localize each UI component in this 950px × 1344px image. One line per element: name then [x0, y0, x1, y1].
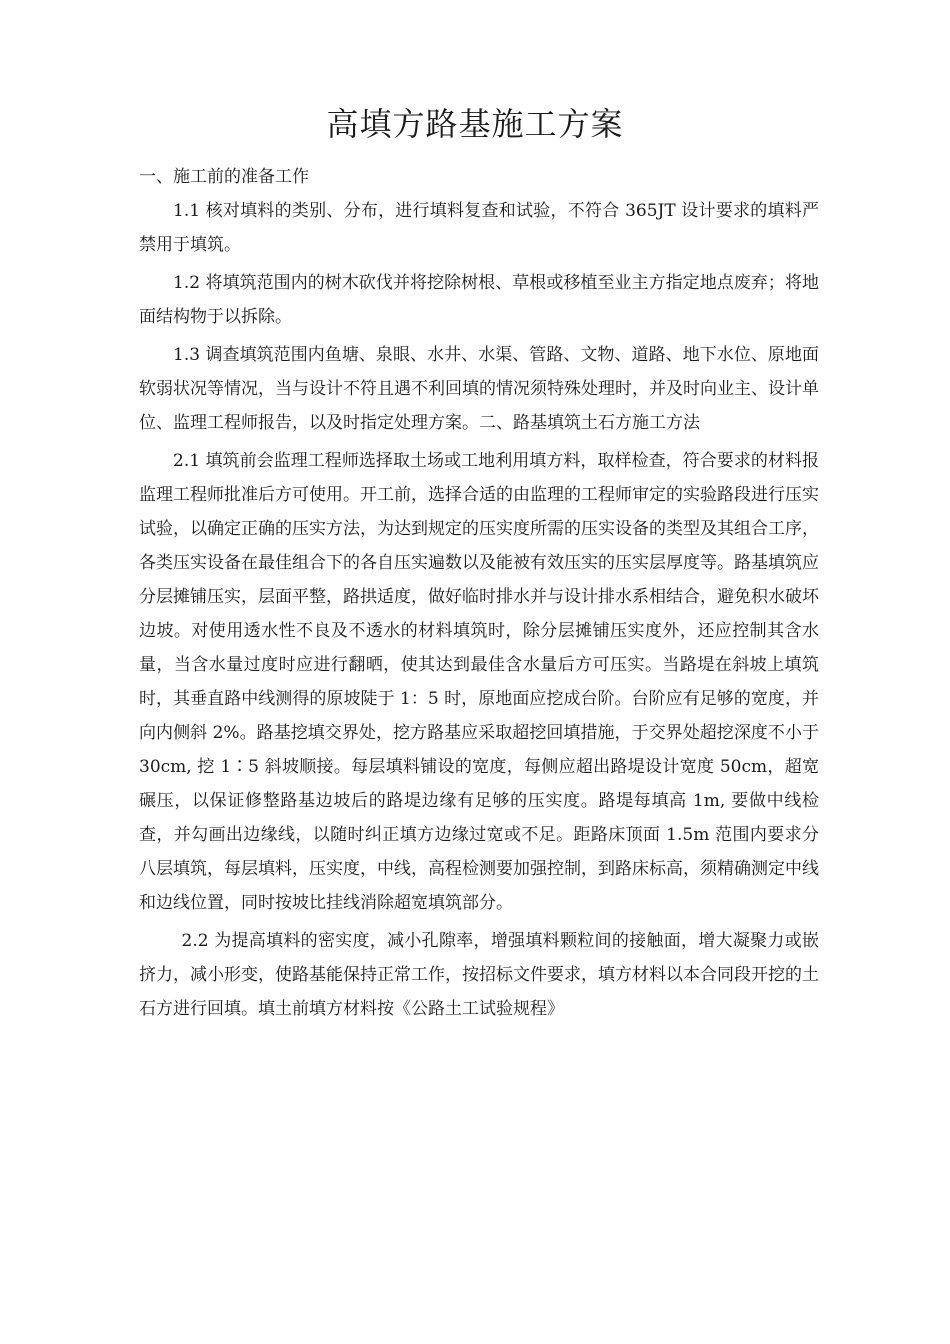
- paragraph-1-1: 1.1 核对填料的类别、分布，进行填料复查和试验，不符合 365JT 设计要求的填料严禁用于填筑。: [139, 201, 819, 255]
- paragraph-1-2: 1.2 将填筑范围内的树木砍伐并将挖除树根、草根或移植至业主方指定地点废弃；将地面结构物于以拆除。: [139, 273, 819, 327]
- paragraph-2-2: 2.2 为提高填料的密实度，减小孔隙率，增强填料颗粒间的接触面，增大凝聚力或嵌挤力，减小形变，使路基能保持正常工作，按招标文件要求，填方材料以本合同段开挖的土石方进行回填。填土前填方材料按《公路土工试验规程》: [139, 931, 819, 1019]
- section-heading-1: 一、施工前的准备工作: [139, 167, 309, 187]
- paragraph-1-3: 1.3 调查填筑范围内鱼塘、泉眼、水井、水渠、管路、文物、道路、地下水位、原地面软弱状况等情况，当与设计不符且遇不利回填的情况须特殊处理时，并及时向业主、设计单位、监理工程师报告，以及时指定处理方案。二、路基填筑土石方施工方法: [139, 345, 819, 433]
- document-body: [139, 160, 819, 1030]
- document-title: 高填方路基施工方案: [326, 105, 624, 143]
- paragraph-2-1: 2.1 填筑前会监理工程师选择取土场或工地利用填方料，取样检查，符合要求的材料报监理工程师批准后方可使用。开工前，选择合适的由监理的工程师审定的实验路段进行压实试验，以确定正确的压实方法，为达到规定的压实度所需的压实设备的类型及其组合工序，各类压实设备在最佳组合下的各自压实遍数以及能被有效压实的压实层厚度等。路基填筑应分层摊铺压实，层面平整，路拱适度，做好临时排水并与设计排水系相结合，避免积水破坏边坡。对使用透水性不良及不透水的材料填筑时，除分层摊铺压实度外，还应控制其含水量，当含水量过度时应进行翻晒，使其达到最佳含水量后方可压实。当路堤在斜坡上填筑时，其垂直路中线测得的原坡陡于 1：5 时，原地面应挖成台阶。台阶应有足够的宽度，并向内侧斜 2%。路基挖填交界处，挖方路基应采取超挖回填措施，于交界处超挖深度不小于 30cm, 挖 1∶5 斜坡顺接。每层填料铺设的宽度，每侧应超出路堤设计宽度 50cm，超宽碾压，以保证修整路基边坡后的路堤边缘有足够的压实度。路堤每填高 1m, 要做中线检查，并勾画出边缘线，以随时纠正填方边缘过宽或不足。距路床顶面 1.5m 范围内要求分八层填筑，每层填料，压实度，中线，高程检测要加强控制，到路床标高，须精确测定中线和边线位置，同时按坡比挂线消除超宽填筑部分。: [139, 451, 819, 913]
